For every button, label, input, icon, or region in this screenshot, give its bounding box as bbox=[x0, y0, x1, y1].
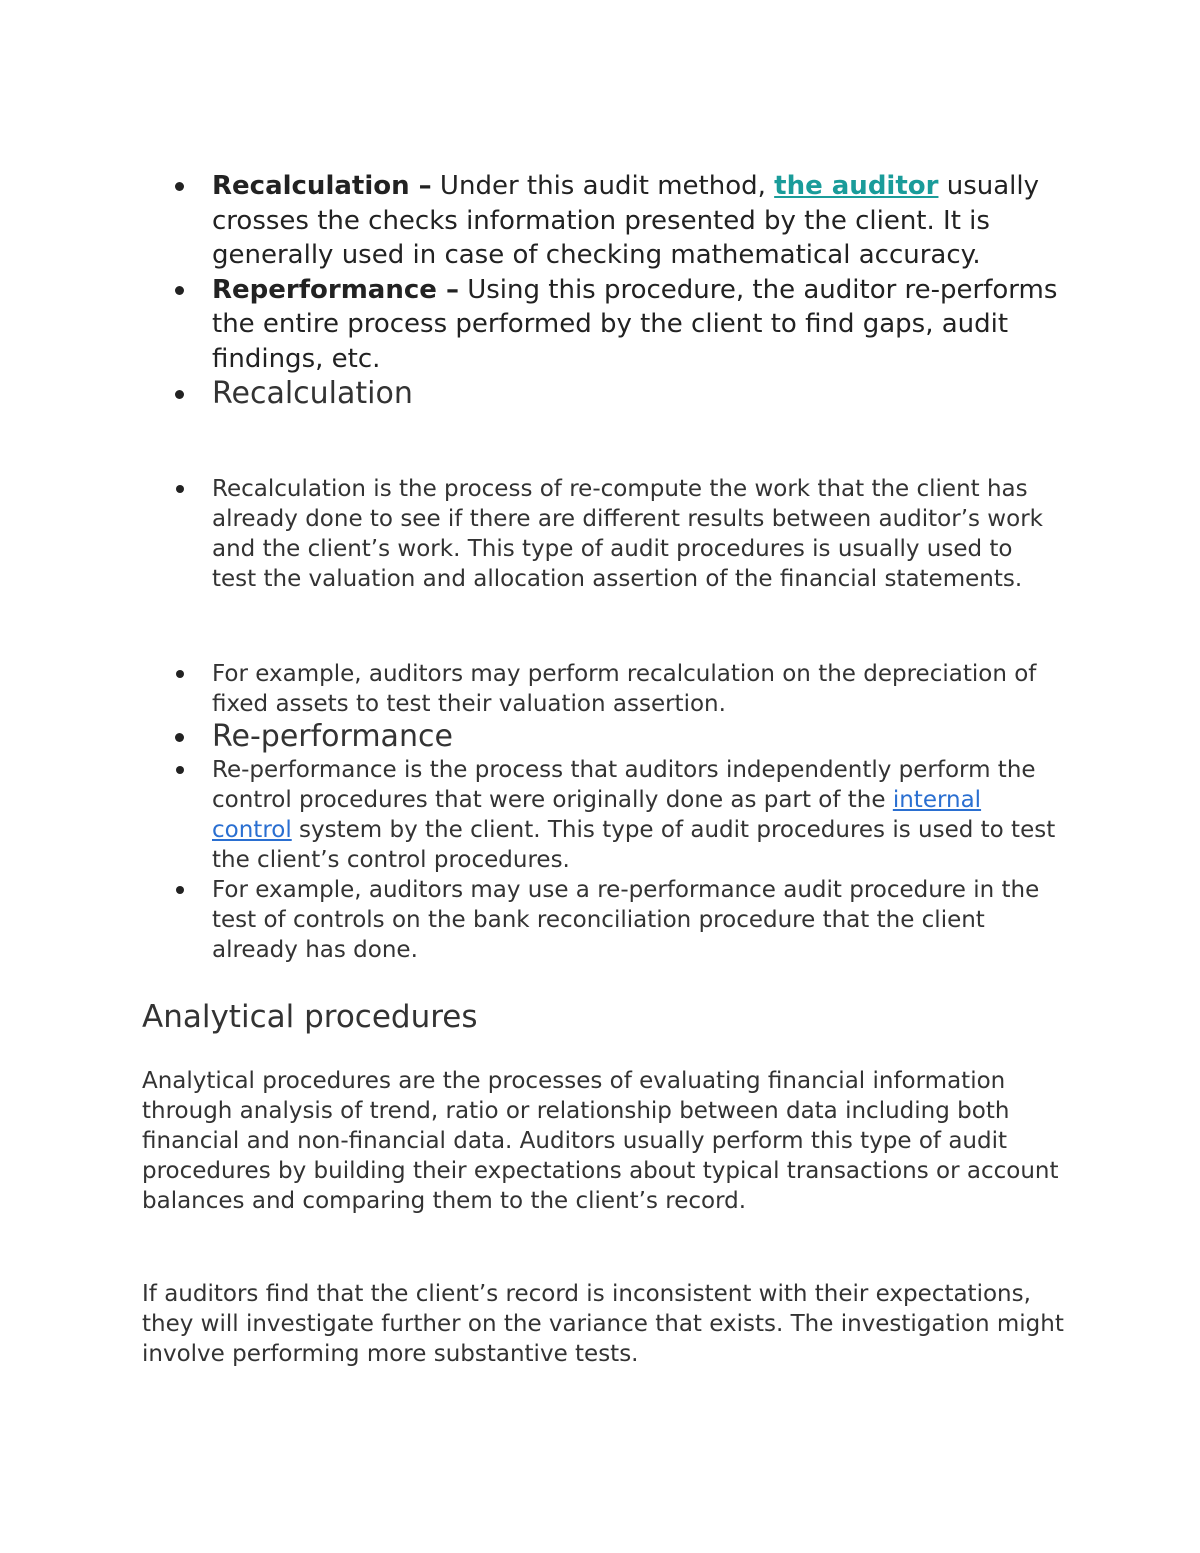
reperformance-heading: Re-performance bbox=[212, 719, 453, 754]
list-item-recalculation-definition bbox=[0, 474, 1062, 594]
reperformance-example: For example, auditors may use a re-performance audit procedure in the test of controls on the bank reconciliation procedure that the client already has done. bbox=[212, 877, 1040, 963]
recalculation-definition: Recalculation is the process of re-compute the work that the client has already done to see if there are different results between auditor’s work and the client’s work. This type of audit procedures is usually used to test the valuation and allocation assertion of the financial statements. bbox=[212, 476, 1043, 592]
bullet-icon bbox=[175, 733, 184, 742]
bullet-icon bbox=[176, 485, 184, 493]
list-item-recalculation-heading bbox=[0, 376, 1062, 412]
list-item-recalculation-example bbox=[0, 659, 1062, 719]
top-bullet-list bbox=[0, 169, 1200, 412]
analytical-paragraph-2: If auditors find that the client’s record is inconsistent with their expectations, they will investigate further on the variance that exists. The investigation might involve performing more substantive tests. bbox=[142, 1281, 1064, 1367]
bullet-icon bbox=[175, 390, 184, 399]
bullet-icon bbox=[175, 182, 184, 191]
internal-control-link[interactable]: internal control bbox=[212, 787, 982, 843]
bullet-icon bbox=[176, 670, 184, 678]
bullet-icon bbox=[175, 286, 184, 295]
reperformance-text-after-link: system by the client. This type of audit procedures is used to test the client’s control procedures. bbox=[212, 817, 1056, 873]
bullet-icon bbox=[176, 886, 184, 894]
term-recalculation: Recalculation – bbox=[212, 171, 432, 201]
recalculation-example: For example, auditors may perform recalculation on the depreciation of fixed assets to test their valuation assertion. bbox=[212, 661, 1037, 717]
list-item-reperformance-example bbox=[0, 875, 1062, 965]
recalculation-text-after-link: usually crosses the checks information presented by the client. It is generally used in case of checking mathematical accuracy. bbox=[212, 171, 1040, 270]
bullet-icon bbox=[176, 766, 184, 774]
reperformance-text-before-link: Re-performance is the process that auditors independently perform the control procedures that were originally done as part of the bbox=[212, 757, 1036, 813]
reperformance-text: Using this procedure, the auditor re-performs the entire process performed by the client to find gaps, audit findings, etc. bbox=[212, 274, 1058, 374]
list-item-reperformance-heading bbox=[0, 719, 1062, 755]
recalculation-heading: Recalculation bbox=[212, 376, 413, 411]
term-reperformance: Reperformance – bbox=[212, 274, 459, 305]
analytical-procedures-heading: Analytical procedures bbox=[142, 999, 478, 1035]
the-auditor-link[interactable]: the auditor bbox=[774, 171, 939, 201]
list-item-recalculation-summary bbox=[0, 169, 1062, 273]
list-item-reperformance-summary bbox=[0, 273, 1062, 377]
recalculation-example-list bbox=[0, 659, 1200, 965]
recalculation-text-before-link: Under this audit method, bbox=[431, 171, 775, 201]
list-item-reperformance-definition bbox=[0, 755, 1062, 875]
recalculation-detail-list bbox=[0, 474, 1200, 594]
analytical-paragraph-1: Analytical procedures are the processes of evaluating financial information through analysis of trend, ratio or relationship between data including both financial and non-financial data. Auditors usually perform this type of audit procedures by building their expectations about typical transactions or account balances and comparing them to the client’s record. bbox=[142, 1068, 1059, 1214]
